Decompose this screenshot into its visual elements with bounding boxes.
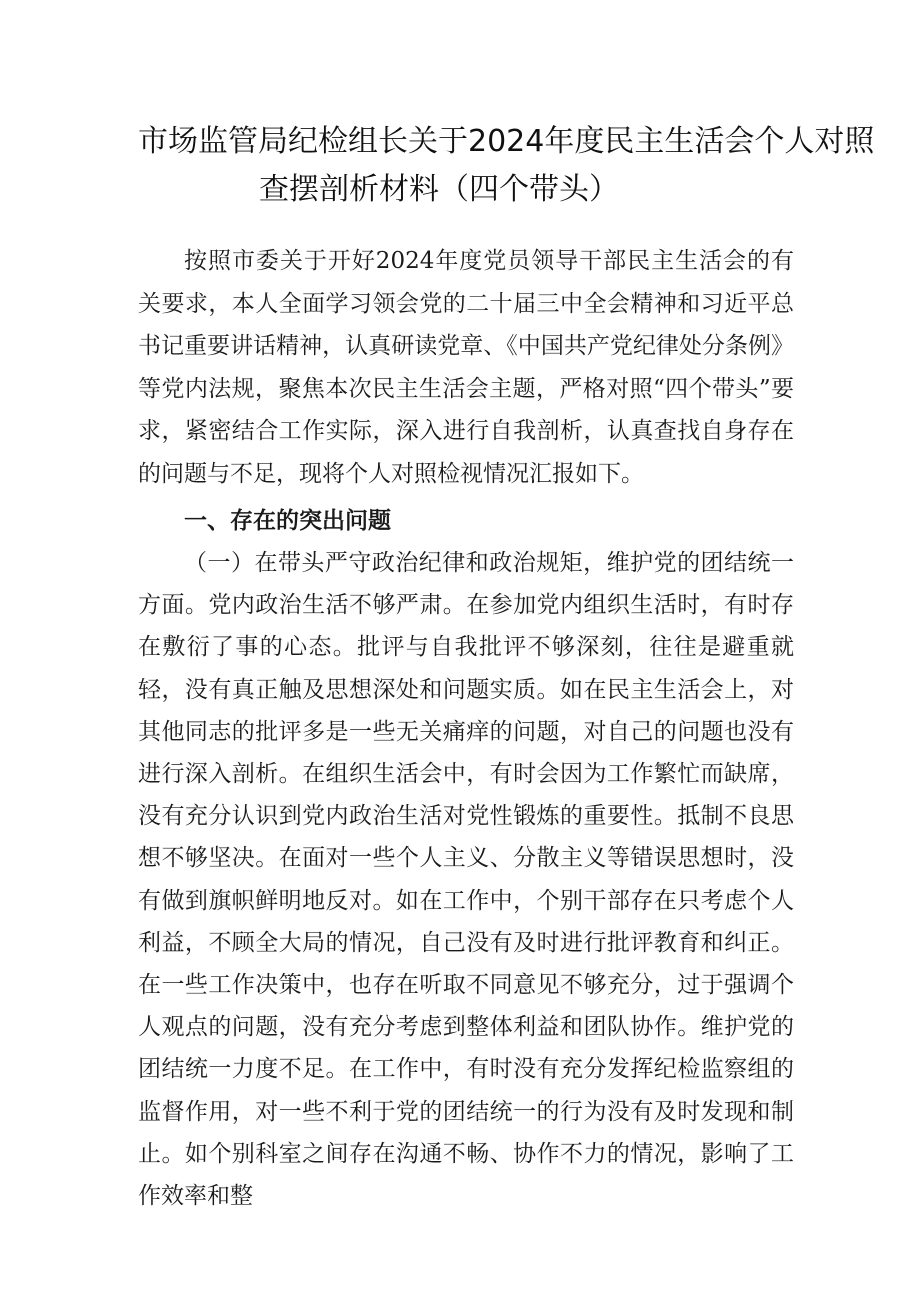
document-title-line-1: 市场监管局纪检组长关于2024年度民主生活会个人对照: [138, 124, 875, 159]
document-title-line-2: 查摆剖析材料（四个带头）: [259, 172, 619, 207]
section-paragraph: （一）在带头严守政治纪律和政治规矩，维护党的团结统一方面。党内政治生活不够严肃。在参加党内组织生活时，有时存在敷衍了事的心态。批评与自我批评不够深刻，往往是避重就轻，没有真正触及思想深处和问题实质。如在民主生活会上，对其他同志的批评多是一些无关痛痒的问题，对自己的问题也没有进行深入剖析。在组织生活会中，有时会因为工作繁忙而缺席，没有充分认识到党内政治生活对党性锻炼的重要性。抵制不良思想不够坚决。在面对一些个人主义、分散主义等错误思想时，没有做到旗帜鲜明地反对。如在工作中，个别干部存在只考虑个人利益，不顾全大局的情况，自己没有及时进行批评教育和纠正。在一些工作决策中，也存在听取不同意见不够充分，过于强调个人观点的问题，没有充分考虑到整体利益和团队协作。维护党的团结统一力度不足。在工作中，有时没有充分发挥纪检监察组的监督作用，对一些不利于党的团结统一的行为没有及时发现和制止。如个别科室之间存在沟通不畅、协作不力的情况，影响了工作效率和整: [138, 550, 794, 1210]
intro-paragraph: 按照市委关于开好2024年度党员领导干部民主生活会的有关要求，本人全面学习领会党的二十届三中全会精神和习近平总书记重要讲话精神，认真研读党章、《中国共产党纪律处分条例》等党内法规，聚焦本次民主生活会主题，严格对照“四个带头”要求，紧密结合工作实际，深入进行自我剖析，认真查找自身存在的问题与不足，现将个人对照检视情况汇报如下。: [138, 248, 794, 487]
section-heading: 一、存在的突出问题: [184, 507, 391, 534]
